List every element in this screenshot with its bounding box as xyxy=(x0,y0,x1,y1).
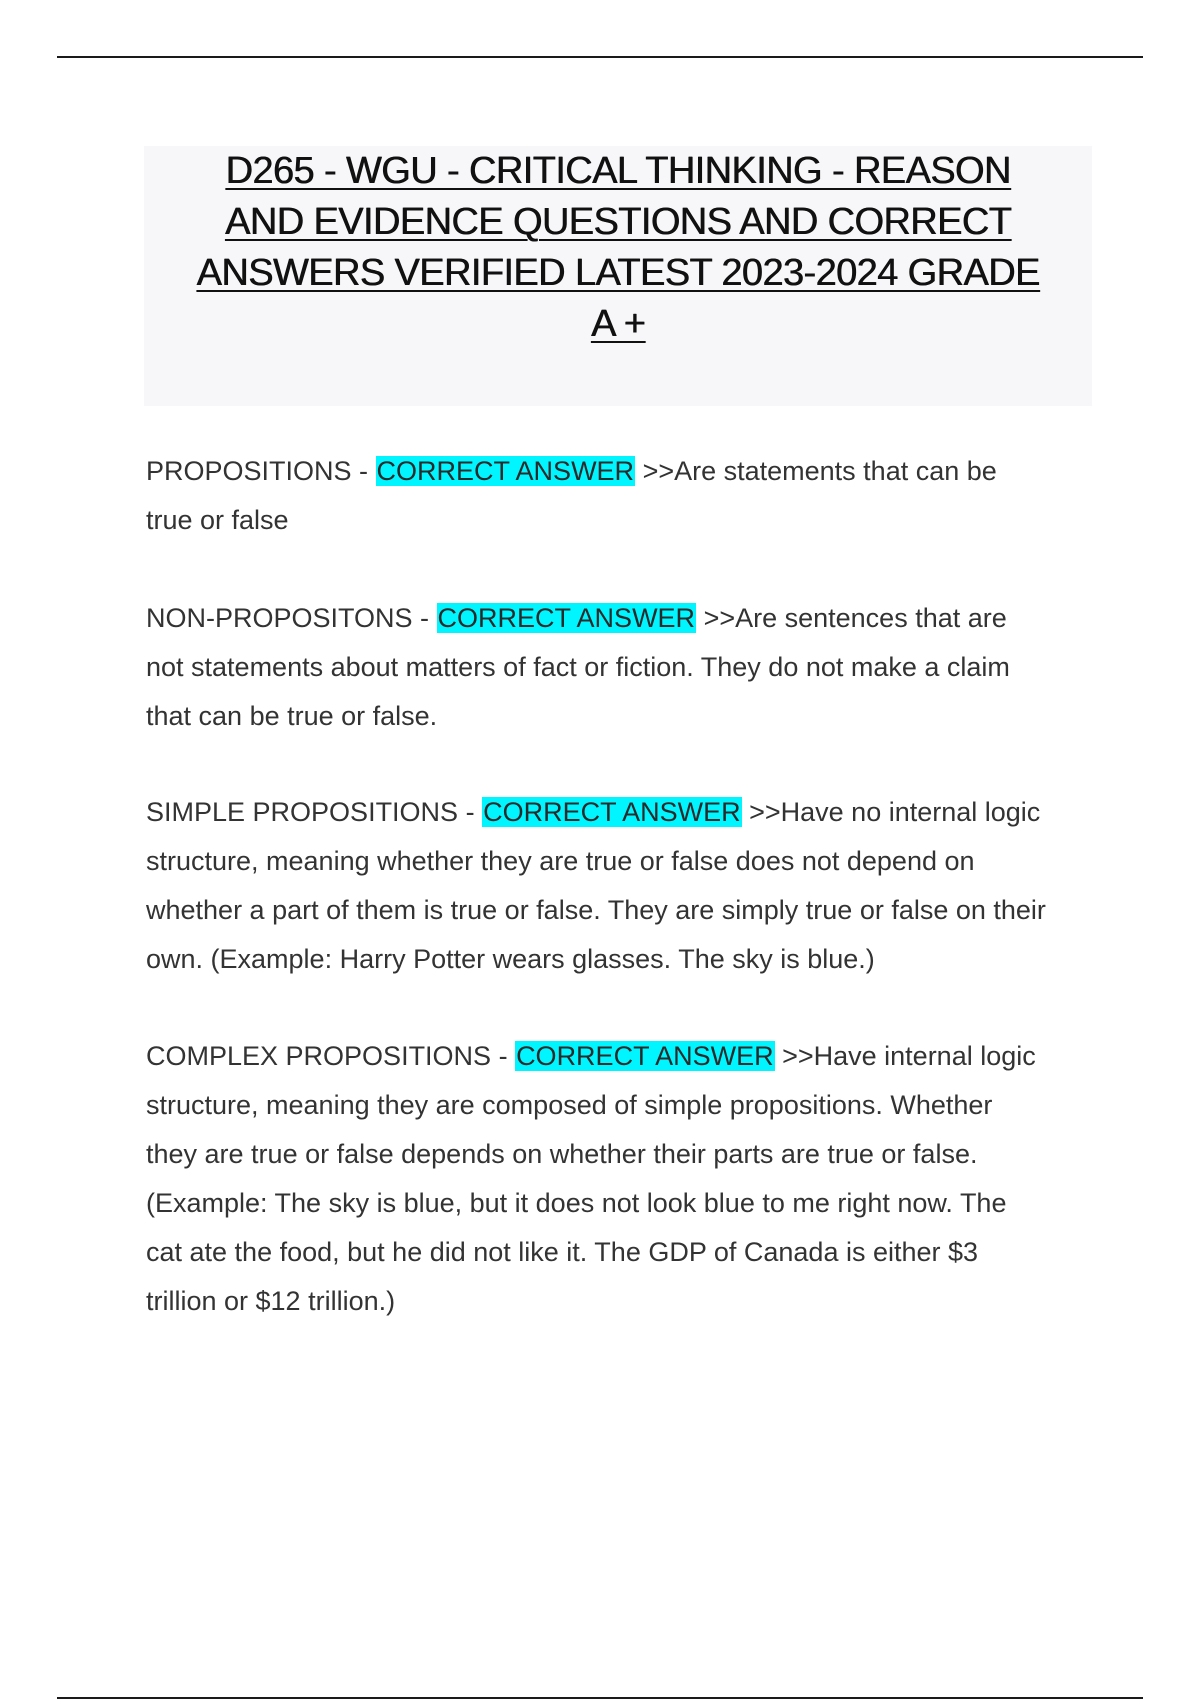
correct-answer-marker: CORRECT ANSWER xyxy=(437,603,696,633)
qa-term: SIMPLE PROPOSITIONS - xyxy=(146,797,483,827)
qa-item-propositions xyxy=(146,447,1096,545)
qa-answer-line: own. (Example: Harry Potter wears glasses. The sky is blue.) xyxy=(146,944,875,974)
title-line: D265 - WGU - CRITICAL THINKING - REASON xyxy=(225,150,1011,192)
qa-answer-line: trillion or $12 trillion.) xyxy=(146,1286,396,1316)
qa-term: NON-PROPOSITONS - xyxy=(146,603,437,633)
qa-answer: >>Are statements that can be xyxy=(635,456,997,486)
qa-item-simple-propositions xyxy=(146,788,1096,984)
qa-term: PROPOSITIONS - xyxy=(146,456,376,486)
qa-first-line xyxy=(146,788,1096,837)
qa-answer: >>Are sentences that are xyxy=(696,603,1007,633)
correct-answer-marker: CORRECT ANSWER xyxy=(516,1041,774,1071)
title-line: AND EVIDENCE QUESTIONS AND CORRECT xyxy=(224,201,1012,243)
qa-answer-line: they are true or false depends on whether their parts are true or false. xyxy=(146,1139,978,1169)
qa-first-line xyxy=(146,1032,1096,1081)
qa-item-non-propositions xyxy=(146,594,1096,741)
qa-term: COMPLEX PROPOSITIONS - xyxy=(146,1041,516,1071)
correct-answer-marker: CORRECT ANSWER xyxy=(376,456,635,486)
correct-answer-marker: CORRECT ANSWER xyxy=(483,797,741,827)
qa-first-line xyxy=(146,594,1096,643)
title-box xyxy=(144,146,1092,406)
qa-answer: >>Have no internal logic xyxy=(741,797,1041,827)
qa-answer-line: that can be true or false. xyxy=(146,701,438,731)
qa-answer-line: true or false xyxy=(146,505,289,535)
bottom-rule xyxy=(57,1697,1143,1699)
top-rule xyxy=(57,56,1143,58)
qa-answer: >>Have internal logic xyxy=(774,1041,1036,1071)
qa-answer-line: cat ate the food, but he did not like it. The GDP of Canada is either $3 xyxy=(146,1237,979,1267)
title-line: ANSWERS VERIFIED LATEST 2023-2024 GRADE xyxy=(196,252,1040,294)
qa-answer-line: whether a part of them is true or false. They are simply true or false on their xyxy=(146,895,1046,925)
qa-item-complex-propositions xyxy=(146,1032,1096,1326)
qa-answer-line: structure, meaning whether they are true or false does not depend on xyxy=(146,846,975,876)
qa-first-line xyxy=(146,447,1096,496)
qa-answer-line: not statements about matters of fact or fiction. They do not make a claim xyxy=(146,652,1010,682)
qa-answer-line: (Example: The sky is blue, but it does not look blue to me right now. The xyxy=(146,1188,1007,1218)
document-title xyxy=(144,146,1092,350)
title-line: A + xyxy=(590,303,646,345)
qa-answer-line: structure, meaning they are composed of simple propositions. Whether xyxy=(146,1090,993,1120)
